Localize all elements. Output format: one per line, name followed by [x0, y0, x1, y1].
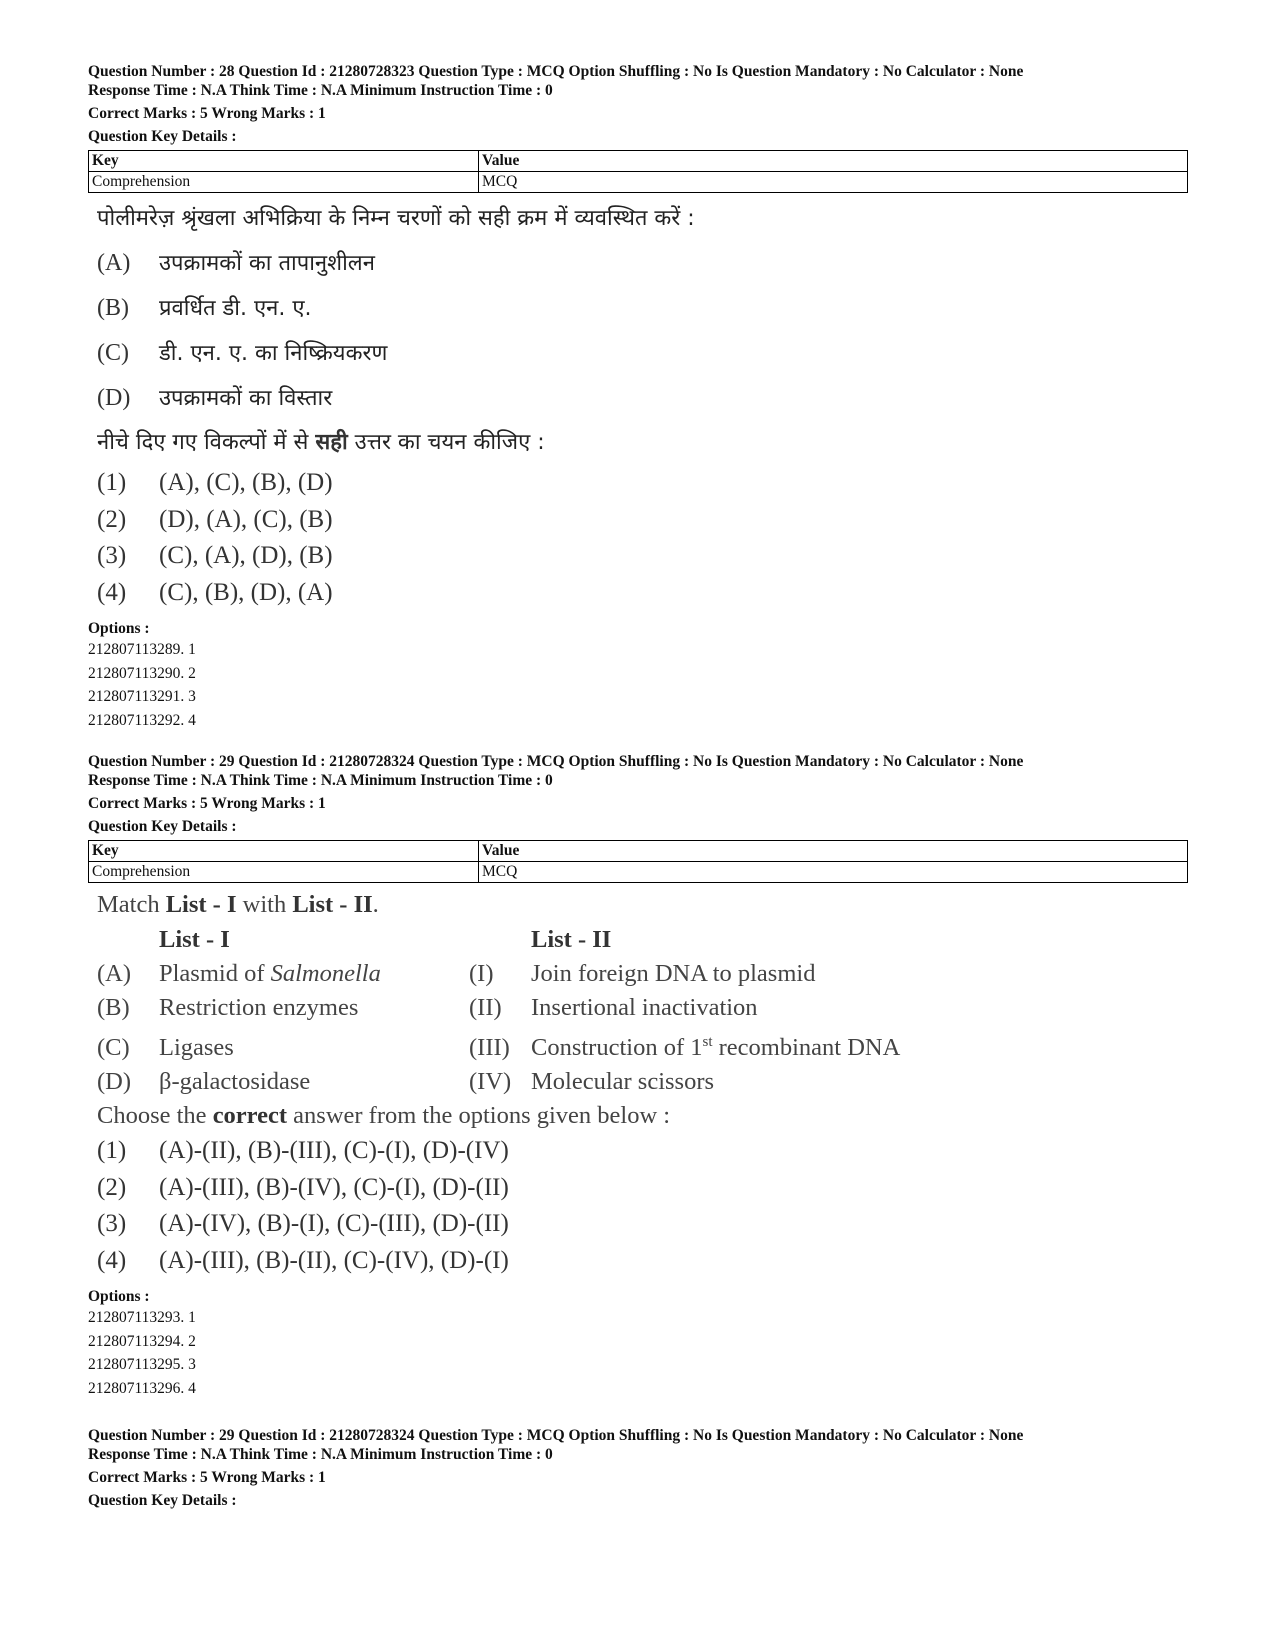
list-item	[97, 331, 1188, 376]
match-row	[97, 957, 1188, 991]
statement-text: उपक्रामकों का विस्तार	[159, 386, 333, 411]
marks-line: Correct Marks : 5 Wrong Marks : 1	[88, 1469, 326, 1486]
choice-label: (3)	[97, 542, 127, 569]
choice-label: (4)	[97, 1246, 127, 1274]
list1-text-italic: Salmonella	[270, 960, 381, 987]
option-id-line: 212807113291. 3	[88, 688, 196, 705]
table-row	[89, 862, 1188, 883]
choice-label: (2)	[97, 505, 127, 533]
list1-text	[159, 957, 469, 991]
response-meta: Response Time : N.A Think Time : N.A Minimum Instruction Time : 0	[88, 82, 553, 99]
key-details-title: Question Key Details :	[88, 128, 237, 145]
list2-header: List - II	[531, 926, 612, 953]
choice-text: (A)-(III), (B)-(II), (C)-(IV), (D)-(I)	[159, 1246, 509, 1274]
statement-label: (B)	[97, 295, 129, 321]
table-header-row	[89, 151, 1188, 172]
instruction-bold: सही	[315, 430, 348, 455]
option-id-line: 212807113295. 3	[88, 1356, 196, 1374]
match-instruction	[97, 887, 1188, 923]
list2-label: (II)	[469, 994, 502, 1021]
match-mid: with	[236, 891, 293, 918]
key-details-table	[88, 840, 1188, 883]
choice-list	[97, 465, 1188, 611]
question-meta: Question Number : 29 Question Id : 21280728324 Question Type : MCQ Option Shuffling : No Is Question Mandatory : No Calculator : None	[88, 753, 1024, 770]
key-details-table	[88, 150, 1188, 193]
table-row	[89, 172, 1188, 193]
marks-line: Correct Marks : 5 Wrong Marks : 1	[88, 105, 326, 122]
table-header-key: Key	[89, 151, 479, 172]
question-content	[97, 197, 1188, 611]
question-block-29-repeat	[88, 1426, 1188, 1510]
statement-label: (C)	[97, 340, 129, 366]
option-id-line: 212807113293. 1	[88, 1309, 196, 1327]
key-details-title: Question Key Details :	[88, 818, 237, 835]
marks-line: Correct Marks : 5 Wrong Marks : 1	[88, 795, 326, 812]
list1-label: (C)	[97, 1034, 130, 1062]
response-meta: Response Time : N.A Think Time : N.A Minimum Instruction Time : 0	[88, 772, 553, 789]
statement-text: उपक्रामकों का तापानुशीलन	[159, 251, 375, 276]
list2-text	[531, 1034, 900, 1061]
table-cell-key: Comprehension	[89, 172, 479, 193]
instruction-pre: नीचे दिए गए विकल्पों में से	[97, 430, 316, 455]
question-block-29	[88, 752, 1188, 1400]
question-content	[97, 887, 1188, 1279]
choice-item[interactable]	[97, 538, 1188, 575]
choice-label: (4)	[97, 578, 127, 606]
choice-item[interactable]	[97, 1170, 1188, 1207]
list1-label: (A)	[97, 960, 132, 987]
statement-label: (A)	[97, 250, 131, 276]
choice-text: (A), (C), (B), (D)	[159, 469, 333, 496]
table-cell-value: MCQ	[479, 172, 1188, 193]
choose-pre: Choose the	[97, 1102, 213, 1130]
choice-text: (A)-(III), (B)-(IV), (C)-(I), (D)-(II)	[159, 1173, 509, 1201]
choice-item[interactable]	[97, 502, 1188, 539]
option-id-line: 212807113296. 4	[88, 1379, 196, 1397]
instruction-text	[97, 421, 1188, 465]
match-bold-2: List - II	[292, 891, 373, 918]
key-details-title: Question Key Details :	[88, 1492, 237, 1509]
match-row	[97, 1025, 1188, 1065]
option-id-line: 212807113294. 2	[88, 1332, 196, 1350]
list2-text: Join foreign DNA to plasmid	[531, 960, 816, 987]
question-text: पोलीमरेज़ श्रृंखला अभिक्रिया के निम्न चरणों को सही क्रम में व्यवस्थित करें :	[97, 206, 695, 231]
choice-label: (1)	[97, 1137, 127, 1165]
choice-item[interactable]	[97, 1133, 1188, 1170]
match-post: .	[372, 891, 379, 918]
response-meta: Response Time : N.A Think Time : N.A Minimum Instruction Time : 0	[88, 1446, 553, 1463]
option-id-line: 212807113292. 4	[88, 711, 196, 729]
choice-list	[97, 1133, 1188, 1279]
table-header-value: Value	[479, 151, 1188, 172]
list1-label: (B)	[97, 994, 130, 1021]
table-header-value: Value	[479, 841, 1188, 862]
list-item	[97, 241, 1188, 286]
option-id-line: 212807113289. 1	[88, 641, 196, 658]
list2-text-sup: st	[702, 1034, 713, 1050]
choice-item[interactable]	[97, 465, 1188, 502]
list1-text: Ligases	[159, 1034, 234, 1062]
list2-label: (IV)	[469, 1068, 512, 1096]
choice-label: (3)	[97, 1210, 127, 1238]
choice-text: (D), (A), (C), (B)	[159, 505, 333, 533]
choose-post: answer from the options given below :	[287, 1102, 671, 1130]
table-cell-key: Comprehension	[89, 862, 479, 883]
statement-text: प्रवर्धित डी. एन. ए.	[159, 296, 312, 321]
question-meta: Question Number : 28 Question Id : 21280728323 Question Type : MCQ Option Shuffling : No Is Question Mandatory : No Calculator : None	[88, 63, 1024, 80]
match-bold-1: List - I	[165, 891, 237, 918]
match-pre: Match	[97, 891, 166, 918]
table-cell-value: MCQ	[479, 862, 1188, 883]
list2-text: Insertional inactivation	[531, 994, 758, 1021]
table-header-row	[89, 841, 1188, 862]
choice-label: (1)	[97, 469, 127, 496]
options-title: Options :	[88, 620, 150, 637]
choice-text: (C), (B), (D), (A)	[159, 578, 333, 606]
statement-text: डी. एन. ए. का निष्क्रियकरण	[159, 341, 388, 366]
question-block-28	[88, 62, 1188, 732]
option-id-line: 212807113290. 2	[88, 664, 196, 682]
choose-instruction	[97, 1099, 1188, 1133]
table-header-key: Key	[89, 841, 479, 862]
choice-text: (A)-(II), (B)-(III), (C)-(I), (D)-(IV)	[159, 1137, 509, 1165]
choice-text: (C), (A), (D), (B)	[159, 542, 333, 569]
choice-text: (A)-(IV), (B)-(I), (C)-(III), (D)-(II)	[159, 1210, 509, 1238]
statement-label: (D)	[97, 385, 131, 411]
match-row	[97, 991, 1188, 1025]
statement-list	[97, 241, 1188, 421]
list2-label: (III)	[469, 1034, 510, 1062]
list-item	[97, 286, 1188, 331]
list2-label: (I)	[469, 960, 494, 987]
instruction-post: उत्तर का चयन कीजिए :	[347, 430, 545, 455]
choice-item[interactable]	[97, 1206, 1188, 1243]
choice-item[interactable]	[97, 575, 1188, 612]
list1-label: (D)	[97, 1068, 132, 1096]
list1-text: β-galactosidase	[159, 1068, 311, 1096]
match-row	[97, 1065, 1188, 1099]
list1-text: Restriction enzymes	[159, 994, 359, 1021]
list2-text-main: Construction of 1	[531, 1034, 703, 1062]
options-title: Options :	[88, 1288, 150, 1306]
choice-item[interactable]	[97, 1243, 1188, 1280]
list1-text-main: Plasmid of	[159, 960, 271, 987]
list-item	[97, 376, 1188, 421]
question-meta: Question Number : 29 Question Id : 21280728324 Question Type : MCQ Option Shuffling : No Is Question Mandatory : No Calculator : None	[88, 1427, 1024, 1444]
choose-bold: correct	[212, 1102, 288, 1130]
choice-label: (2)	[97, 1173, 127, 1201]
list2-text-post: recombinant DNA	[712, 1034, 901, 1062]
list2-text: Molecular scissors	[531, 1068, 715, 1096]
list-headers	[97, 923, 1188, 957]
list1-header: List - I	[159, 926, 230, 953]
